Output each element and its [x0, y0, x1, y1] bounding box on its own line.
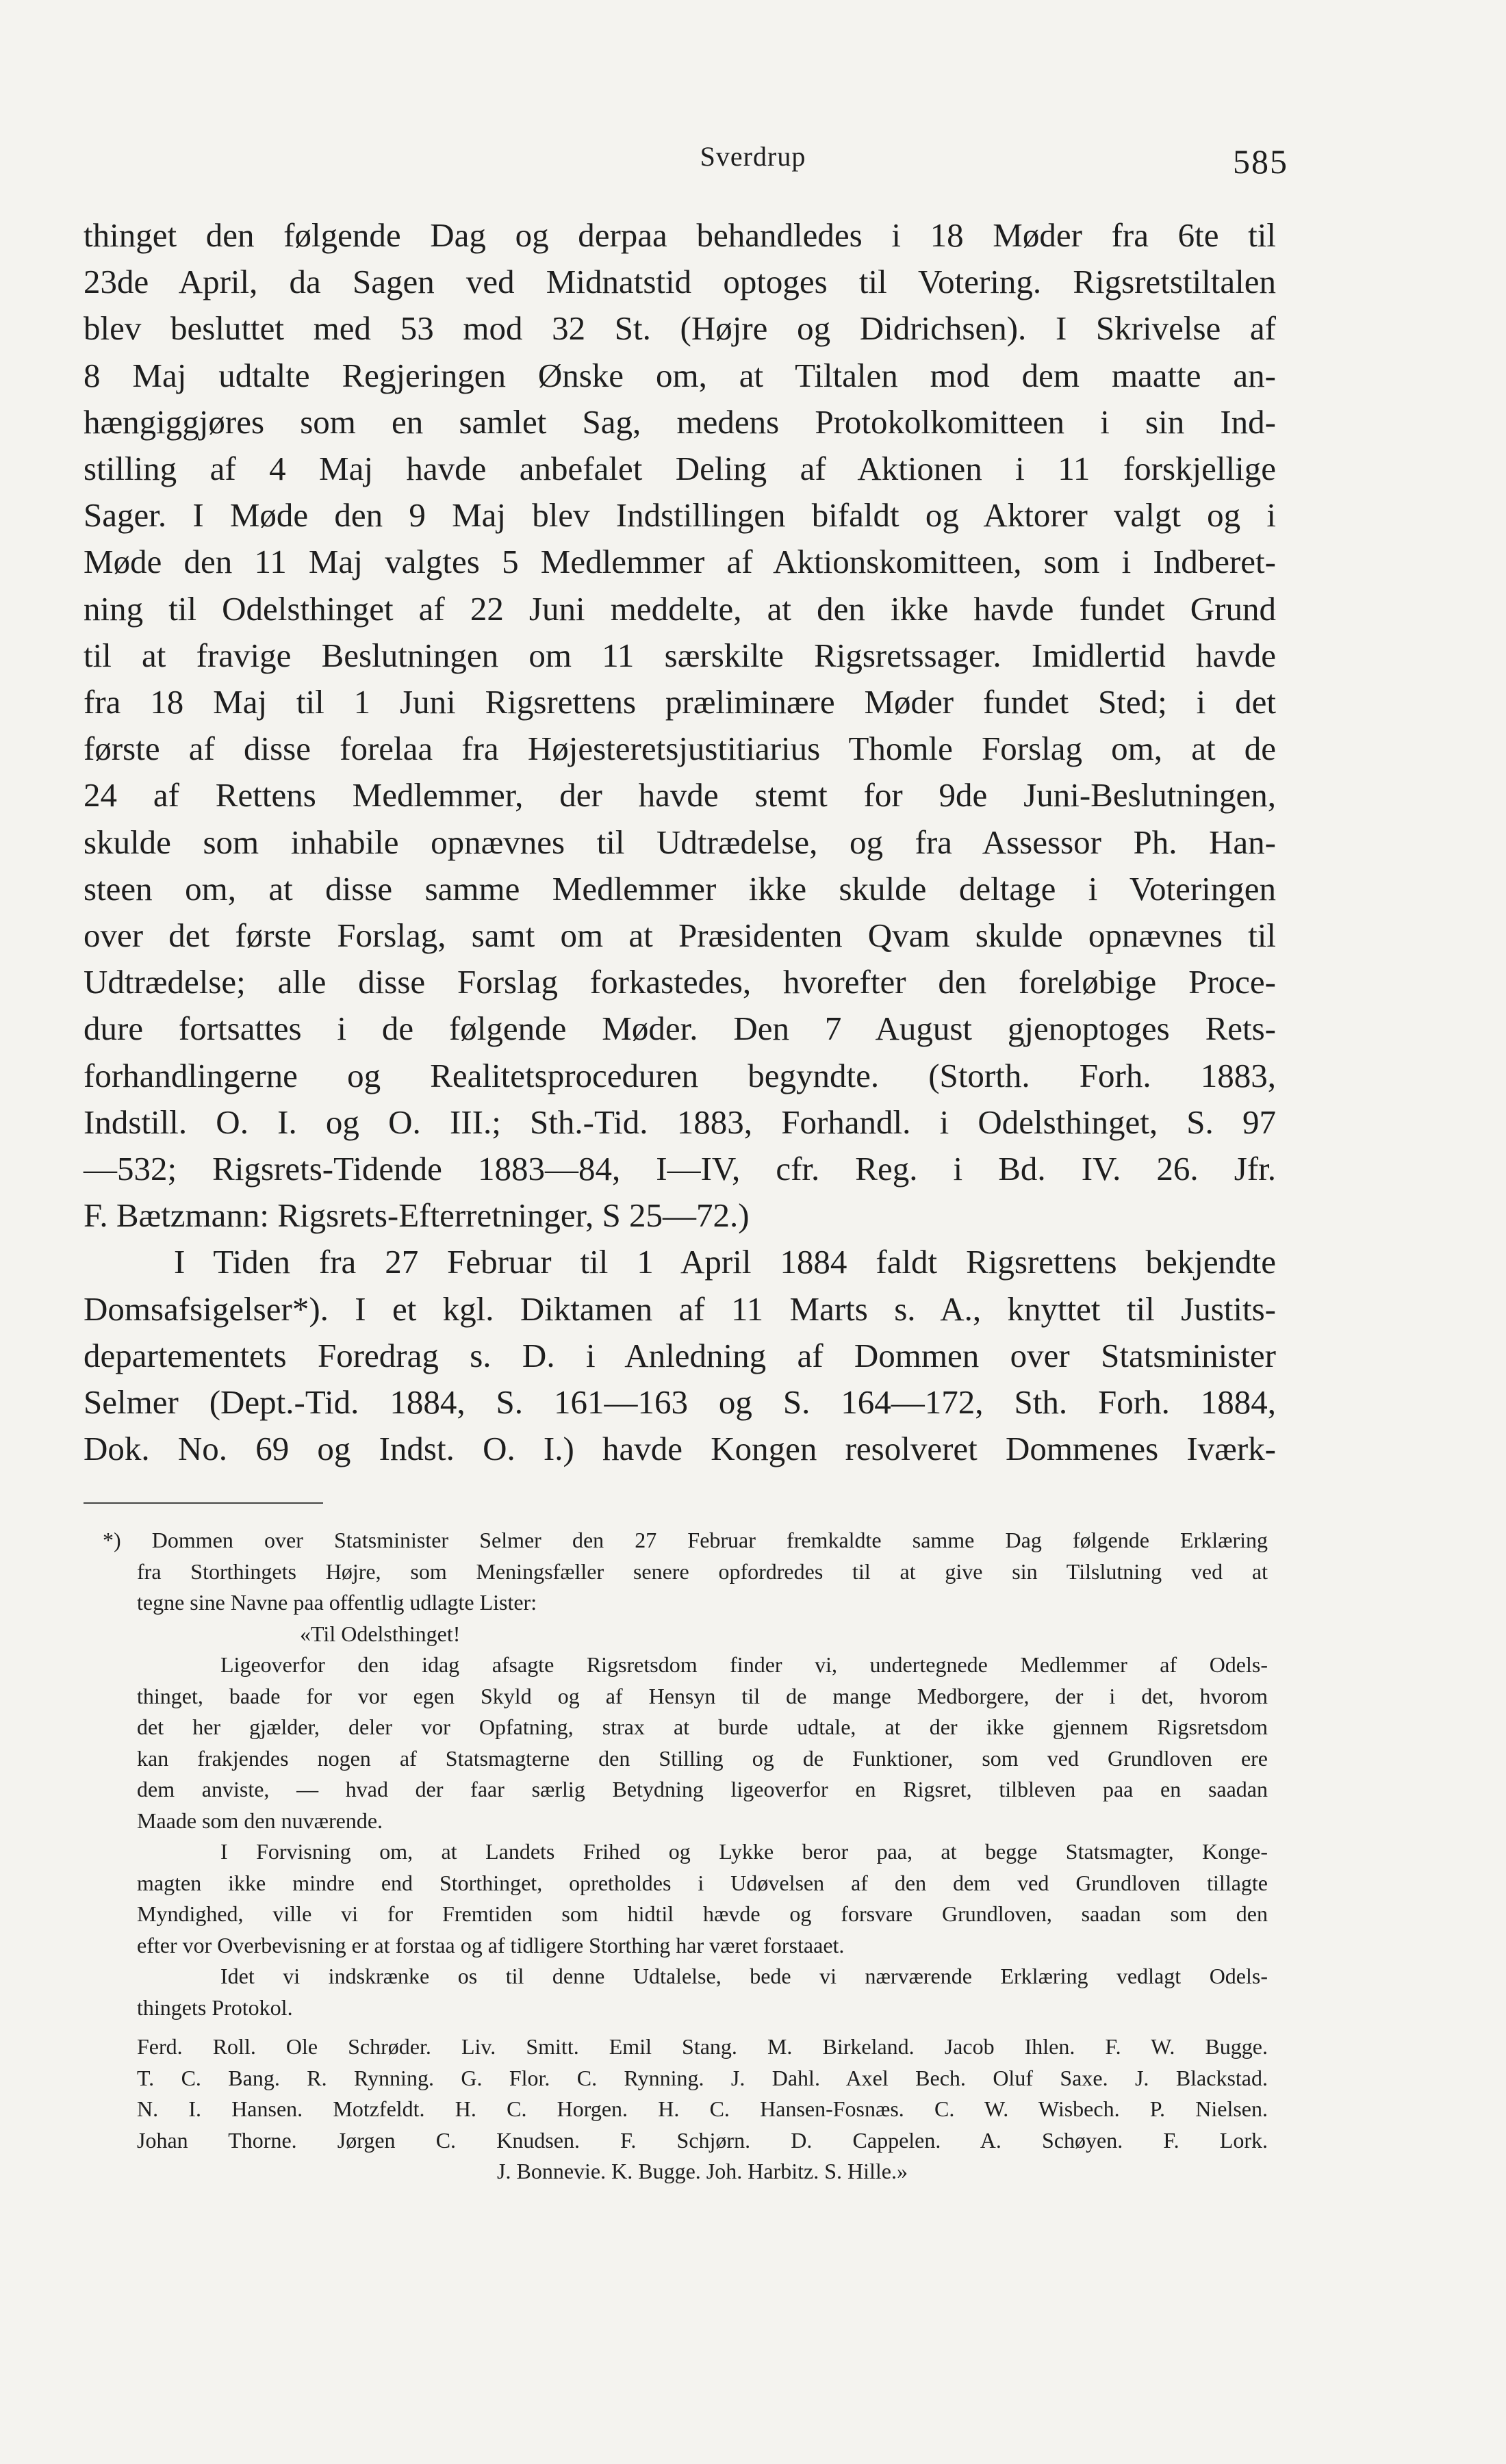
footnote-line: Myndighed, ville vi for Fremtiden som hidtil hævde og forsvare Grundloven, saadan som den: [137, 1901, 1268, 1926]
footnote-line: magten ikke mindre end Storthinget, opretholdes i Udøvelsen af den dem ved Grundloven tillagte: [137, 1870, 1268, 1895]
text-line: F. Bætzmann: Rigsrets-Efterretninger, S 25—72.): [84, 1196, 750, 1235]
footnote-line: Idet vi indskrænke os til denne Udtalelse, bede vi nærværende Erklæring vedlagt Odels-: [220, 1964, 1268, 1988]
footnote-line: efter vor Overbevisning er at forstaa og af tidligere Storthing har været forstaaet.: [137, 1932, 845, 1958]
footnote-line: «Til Odelsthinget!: [300, 1621, 461, 1646]
footnote-line: fra Storthingets Højre, som Meningsfæller senere opfordredes til at give sin Tilslutning ved at: [137, 1558, 1268, 1584]
text-line: 8 Maj udtalte Regjeringen Ønske om, at Tiltalen mod dem maatte an-: [84, 356, 1276, 394]
text-line: fra 18 Maj til 1 Juni Rigsrettens præliminære Møder fundet Sted; i det: [84, 683, 1276, 721]
text-line: skulde som inhabile opnævnes til Udtrædelse, og fra Assessor Ph. Han-: [84, 823, 1276, 861]
footnote-line: dem anviste, — hvad der faar særlig Betydning ligeoverfor en Rigsret, tilbleven paa en saadan: [137, 1777, 1268, 1801]
footnote-line: tegne sine Navne paa offentlig udlagte Lister:: [137, 1590, 537, 1615]
footnote-line: thinget, baade for vor egen Skyld og af Hensyn til de mange Medborgere, der i det, hvorom: [137, 1683, 1268, 1708]
text-line: første af disse forelaa fra Højesteretsjustitiarius Thomle Forslag om, at de: [84, 730, 1276, 768]
footnote: [103, 1525, 1268, 2187]
text-line: over det første Forslag, samt om at Præsidenten Qvam skulde opnævnes til: [84, 916, 1276, 955]
text-line: hængiggjøres som en samlet Sag, medens Protokolkomitteen i sin Ind-: [84, 402, 1276, 441]
footnote-rule: [84, 1502, 323, 1504]
running-title: Sverdrup: [700, 141, 806, 172]
footnote-line: Maade som den nuværende.: [137, 1808, 383, 1833]
running-head: [0, 140, 1506, 181]
text-line: —532; Rigsrets-Tidende 1883—84, I—IV, cfr. Reg. i Bd. IV. 26. Jfr.: [84, 1150, 1276, 1188]
footnote-line: I Forvisning om, at Landets Frihed og Lykke beror paa, at begge Statsmagter, Konge-: [220, 1839, 1268, 1864]
footnote-line: Ligeoverfor den idag afsagte Rigsretsdom finder vi, undertegnede Medlemmer af Odels-: [220, 1652, 1268, 1677]
signature-list: [137, 2031, 1268, 2187]
text-line: Selmer (Dept.-Tid. 1884, S. 161—163 og S. 164—172, Sth. Forh. 1884,: [84, 1383, 1276, 1422]
text-line: Sager. I Møde den 9 Maj blev Indstillingen bifaldt og Aktorer valgt og i: [84, 496, 1276, 535]
signature-line: T. C. Bang. R. Rynning. G. Flor. C. Rynning. J. Dahl. Axel Bech. Oluf Saxe. J. Blackstad.: [137, 2065, 1268, 2090]
text-line: ning til Odelsthinget af 22 Juni meddelte, at den ikke havde fundet Grund: [84, 589, 1276, 628]
text-line: departementets Foredrag s. D. i Anledning af Dommen over Statsminister: [84, 1336, 1276, 1374]
text-line: thinget den følgende Dag og derpaa behandledes i 18 Møder fra 6te til: [84, 216, 1276, 254]
page-number: 585: [1233, 142, 1288, 181]
text-line: 23de April, da Sagen ved Midnatstid optoges til Votering. Rigsretstiltalen: [84, 263, 1276, 301]
text-line: forhandlingerne og Realitetsproceduren begyndte. (Storth. Forh. 1883,: [84, 1056, 1276, 1094]
text-line: Dok. No. 69 og Indst. O. I.) havde Kongen resolveret Dommenes Iværk-: [84, 1430, 1276, 1468]
text-line: 24 af Rettens Medlemmer, der havde stemt for 9de Juni-Beslutningen,: [84, 776, 1276, 814]
footnote-line: kan frakjendes nogen af Statsmagterne den Stilling og de Funktioner, som ved Grundloven ere: [137, 1745, 1268, 1771]
text-line: I Tiden fra 27 Februar til 1 April 1884 faldt Rigsrettens bekjendte: [174, 1243, 1276, 1281]
footnote-line: det her gjælder, deler vor Opfatning, strax at burde udtale, at der ikke gjennem Rigsretsdom: [137, 1715, 1268, 1739]
text-line: Domsafsigelser*). I et kgl. Diktamen af 11 Marts s. A., knyttet til Justits-: [84, 1289, 1276, 1328]
text-line: Udtrædelse; alle disse Forslag forkastedes, hvorefter den foreløbige Proce-: [84, 963, 1276, 1001]
footnote-line: *) Dommen over Statsminister Selmer den 27 Februar fremkaldte samme Dag følgende Erklæring: [103, 1528, 1268, 1552]
footnote-line: thingets Protokol.: [137, 1994, 293, 2020]
text-line: stilling af 4 Maj havde anbefalet Deling af Aktionen i 11 forskjellige: [84, 450, 1276, 488]
text-line: til at fravige Beslutningen om 11 særskilte Rigsretssager. Imidlertid havde: [84, 636, 1276, 674]
text-line: Møde den 11 Maj valgtes 5 Medlemmer af Aktionskomitteen, som i Indberet-: [84, 543, 1276, 581]
main-text: [84, 212, 1276, 1472]
signature-line: N. I. Hansen. Motzfeldt. H. C. Horgen. H. C. Hansen-Fosnæs. C. W. Wisbech. P. Nielsen.: [137, 2096, 1268, 2121]
text-line: Indstill. O. I. og O. III.; Sth.-Tid. 1883, Forhandl. i Odelsthinget, S. 97: [84, 1103, 1276, 1141]
text-line: steen om, at disse samme Medlemmer ikke skulde deltage i Voteringen: [84, 869, 1276, 908]
signature-line: Ferd. Roll. Ole Schrøder. Liv. Smitt. Emil Stang. M. Birkeland. Jacob Ihlen. F. W. Bugge.: [137, 2034, 1268, 2059]
text-line: blev besluttet med 53 mod 32 St. (Højre og Didrichsen). I Skrivelse af: [84, 309, 1276, 348]
text-line: dure fortsattes i de følgende Møder. Den 7 August gjenoptoges Rets-: [84, 1010, 1276, 1048]
signature-line: J. Bonnevie. K. Bugge. Joh. Harbitz. S. Hille.»: [497, 2159, 908, 2183]
signature-line: Johan Thorne. Jørgen C. Knudsen. F. Schjørn. D. Cappelen. A. Schøyen. F. Lork.: [137, 2127, 1268, 2153]
